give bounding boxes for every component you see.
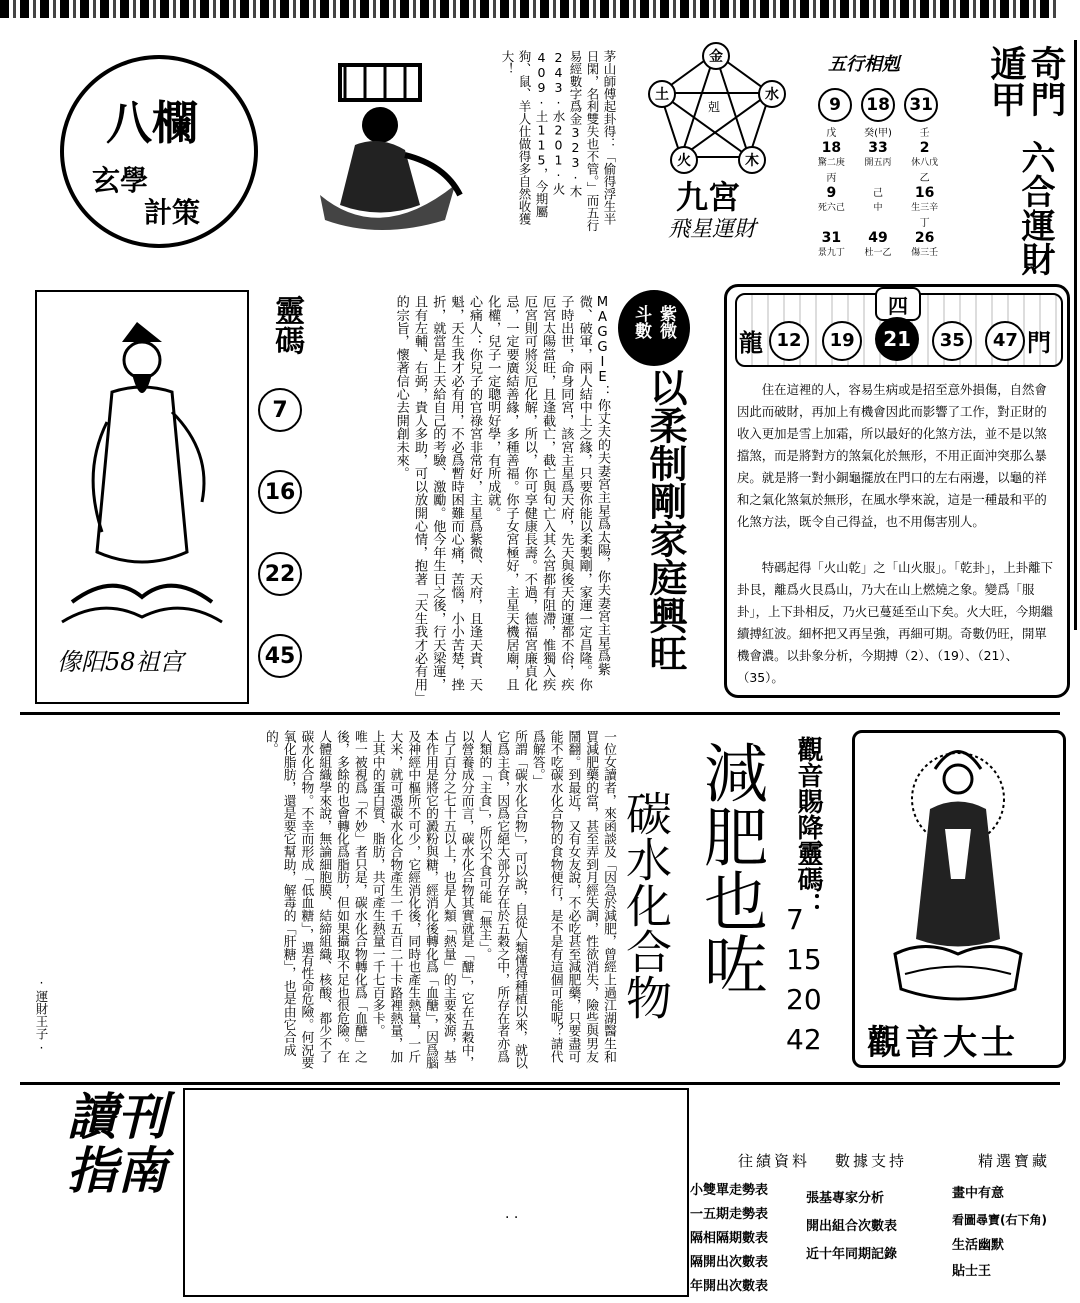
table-cell: 杜一乙 [864,248,892,258]
diet-title-main: 減肥也咗 [693,740,767,996]
wuxing-water: 水 [758,80,786,108]
table-cell: 死六己 [817,203,845,213]
dragon-number: 21 [875,317,919,361]
table-number-3: 31 [904,88,938,122]
dragon-top-char: 四 [875,287,921,321]
guanyin-number: 42 [786,1023,822,1056]
guide-col-data [806,1150,936,1269]
dragon-number: 12 [769,321,809,361]
guide-dots: · · [505,1210,519,1226]
table-cell [855,171,902,186]
table-cell: 乙 [919,173,930,184]
table-cell: 驚二庚 [817,158,845,168]
table-number-2: 18 [861,88,895,122]
guanyin-frame [852,730,1066,1068]
wuxing-earth: 土 [648,80,676,108]
statue-frame [35,290,249,704]
dragon-left-label: 龍 [739,328,763,357]
dragon-right-label: 門 [1027,328,1051,357]
guide-col-item: 生活幽默 [952,1238,1005,1253]
guide-col-treasure [952,1150,1076,1285]
wuxing-fire: 火 [670,146,698,174]
guanyin-numbers [786,900,836,1060]
guide-title [62,1087,172,1200]
fisherman-illustration [285,45,480,240]
table-cell: 2 [919,140,930,156]
jiugong-title: 九宮 [676,178,741,216]
dragon-panel [724,284,1070,698]
liuhe-title: 六合運財 [1015,140,1055,276]
wuxing-wood: 木 [738,146,766,174]
table-cell: 31 [821,230,842,246]
lingma-number: 7 [258,388,302,432]
guide-col-item: 看圖尋寶(右下角) [952,1213,1047,1227]
lingma-number: 22 [258,552,302,596]
guide-blank-box [183,1088,689,1297]
guide-col-item: 年開出次數表 [690,1279,769,1294]
guide-col-history [690,1150,810,1299]
guide-col-item: 近十年同期記錄 [806,1247,898,1262]
jiugong-subtitle: 飛星運財 [668,217,757,242]
table-cell: 49 [868,230,888,246]
dragon-number: 35 [932,321,972,361]
guide-col-heading: 往績資料 [737,1152,810,1170]
table-cell: 16 [914,185,935,201]
table-cell: 戊 [826,128,837,139]
dragon-number: 19 [822,321,862,361]
section-divider [20,1082,1060,1085]
wuxing-center: 剋 [708,100,721,114]
table-cell: 景九丁 [817,248,845,258]
table-cell: 丙 [826,173,837,184]
guide-col-item: 小雙單走勢表 [690,1183,769,1198]
ziwei-article-body: MAGGIE：你丈夫的夫妻宮主星爲太陽，你夫妻宮主星爲紫微、破軍，兩人結中上之緣，只要你能以柔製剛，家運一定昌隆。你子時出世，命身同宮，該宮主星爲天府，先天與後天的運都不俗，疾厄宮太陽當旺，且逢截亡，截亡與旬亡入其么宮都有阻滯，惟獨入疾厄宮則可將災厄化解，所以，你可享健康長壽。不過，德福宮廉貞化忌，一定要廣結善緣，多種善福。你子女宮極好，主星天機居廟，且化權，兒子一定聰明好學，有所成就。 心痛人：你兒子的官祿宮非常好，主星爲紫微、天府，且逢天貴、天魁，天生我才必有用，不必爲暫時困難而心痛，苦惱，小小苦楚，挫折，就當是上天給自己的考驗、激勵。他今年生日之後，行天梁運，且有左輔、右弼，貴人多助，可以放開心情，抱著「天生我才必有用」的宗旨，懷著信心去開創未來。 [393,295,610,698]
table-cell: 丁 [919,218,930,229]
guanyin-caption: 觀音大士 [867,1023,1019,1063]
right-edge-line [1074,40,1077,630]
wuxing-metal: 金 [702,42,730,70]
table-cell: 生三辛 [911,203,939,213]
top-border-strip [0,0,1060,18]
table-cell: 26 [914,230,935,246]
maoshan-forecast: 茅山師傅起卦得：「偷得浮生半日閑，名利雙失也不管。」而五行易經數字爲金323·木243·水201·火409·土115，今期屬狗、鼠、羊人仕做得多自然收獲大！ [500,50,617,232]
guide-col-item: 貼士王 [952,1264,992,1279]
lingma-numbers [258,388,308,678]
guide-col-item: 隔開出次數表 [690,1255,769,1270]
guide-col-item: 畫中有意 [952,1186,1005,1201]
ziwei-article-title: 以柔制剛家庭興旺 [643,368,687,672]
table-number-1: 9 [818,88,852,122]
wuxing-table-numbers [818,88,938,122]
table-cell: 傷三壬 [911,248,939,258]
guide-col-item: 開出組合次數表 [806,1219,898,1234]
guide-col-heading: 精選寶藏 [977,1152,1050,1170]
dragon-paragraph-2: 特碼起得「火山乾」之「山火服」。「乾卦」，上卦離下卦艮，離爲火艮爲山，乃大在山上燃燒之象。變爲「服卦」，上下卦相反，乃火已蔓延至山下矣。火大旺，今期繼續搏紅波。細杯把又再呈強，再細可期。奇數仍旺，開單機會濃。以卦象分析，今期搏（2）、（19）、（21）、（35）。 [737,560,1053,685]
table-cell [855,216,902,231]
table-cell: 33 [868,140,888,156]
table-cell: 9 [826,185,837,201]
guanyin-label: 觀音賜降靈碼： [793,736,823,918]
dragon-number: 47 [985,321,1025,361]
section-divider [20,712,1060,715]
guanyin-number: 15 [786,943,822,976]
logo-top-text: 八欄 [106,96,198,150]
diet-article-signature: ·運財王子· [34,975,49,1055]
guide-col-item: 張基專家分析 [806,1191,885,1206]
table-cell: 己 [872,188,883,199]
guanyin-illustration [865,739,1051,1009]
dragon-numbers [769,317,1025,361]
table-cell: 休八戊 [911,158,939,168]
table-cell: 中 [873,203,883,213]
diet-article-body: 一位女讀者，來函談及「因急於減肥，曾經上過江湖醫生和買減肥藥的當，甚至弄到月經失調，性欲消失，險些與男友鬧翻。到最近，又有女友說，不必吃甚至減肥藥，只要盡可能不吃碳水化合物的食物便行，是不是有這個可能呢？請代爲解答。」 所謂「碳水化合物」，可以說，自從人類懂得種植以來，就以它爲主食，因爲它絕大部分存在於五穀之中，所存在者亦爲人類的「主食」，所以不食可能「無主」。 以營養成分而言，碳水化合物其實就是「醣」，它在五穀中，占了百分之七十五以上，也是人類「熱量」的主要來源，基本作用是將它的澱粉與糖，經消化後轉化爲「血醣」，因爲腦及神經中樞所不可少，它經消化後，同時也產生熱量，一斤大米，就可憑碳水化合物產生一千五百二十卡路裡熱量，加上其中的蛋白質、脂肪，共可產生熱量一千七百多卡。 唯一被視爲「不妙」者只是，碳水化合物轉化爲「血醣」之後，多餘的也會轉化爲脂肪，但如果攝取不足也很危險。在人體組織學來說，無論細胞膜、結締組織、核酸、都少不了碳水化合物。不幸而形成「低血糖」，還有性命危險。何況要氧化脂肪，還是要它幫助，解毒的「肝糖」，也是由它合成的。 [262,730,616,1070]
logo-badge [60,55,258,248]
guanyin-number: 20 [786,983,822,1016]
lingma-label: 靈碼 [269,295,304,355]
table-cell: 癸(甲) [864,128,892,139]
logo-bottom-left-text: 玄學 [92,164,149,197]
wuxing-table-grid [808,126,948,261]
qimen-title: 奇門遁甲 [985,45,1067,117]
diet-title-sub: 碳水化合物 [619,790,673,1020]
ziwei-badge-text: 紫微斗數 [631,305,676,339]
ziwei-badge [618,290,690,366]
lingma-number: 16 [258,470,302,514]
guide-title-text: 讀刊指南 [67,1087,167,1200]
dragon-paragraph-1: 住在這裡的人，容易生病或是招至意外損傷，自然會因此而破財，再加上有機會因此而影響了工作，對正財的收入更加是雪上加霜，所以最好的化煞方法，並不是以煞擋煞，而是將對方的煞氣化於無形，不用正面沖突那么暴戾。就是將一對小銅龜擺放在門口的左右兩邊，以龜的祥和之氣化煞氣於無形，在風水學來說，這是一種最和平的化煞方法，既令自己得益，也不用傷害別人。 [737,382,1047,529]
table-cell: 18 [821,140,842,156]
guide-col-item: 隔相隔期數表 [690,1231,769,1246]
lingma-number: 45 [258,634,302,678]
guanyin-number: 7 [786,903,804,936]
guide-col-item: 一五期走勢表 [690,1207,769,1222]
statue-illustration [52,302,232,632]
table-cell: 開五丙 [864,158,892,168]
statue-caption: 像阳58祖宫 [57,648,184,676]
table-cell [808,216,855,231]
guide-col-heading: 數據支持 [834,1152,907,1170]
wuxing-table-title: 五行相剋 [828,54,900,75]
logo-bottom-right-text: 計策 [144,196,201,229]
table-cell: 壬 [919,128,930,139]
